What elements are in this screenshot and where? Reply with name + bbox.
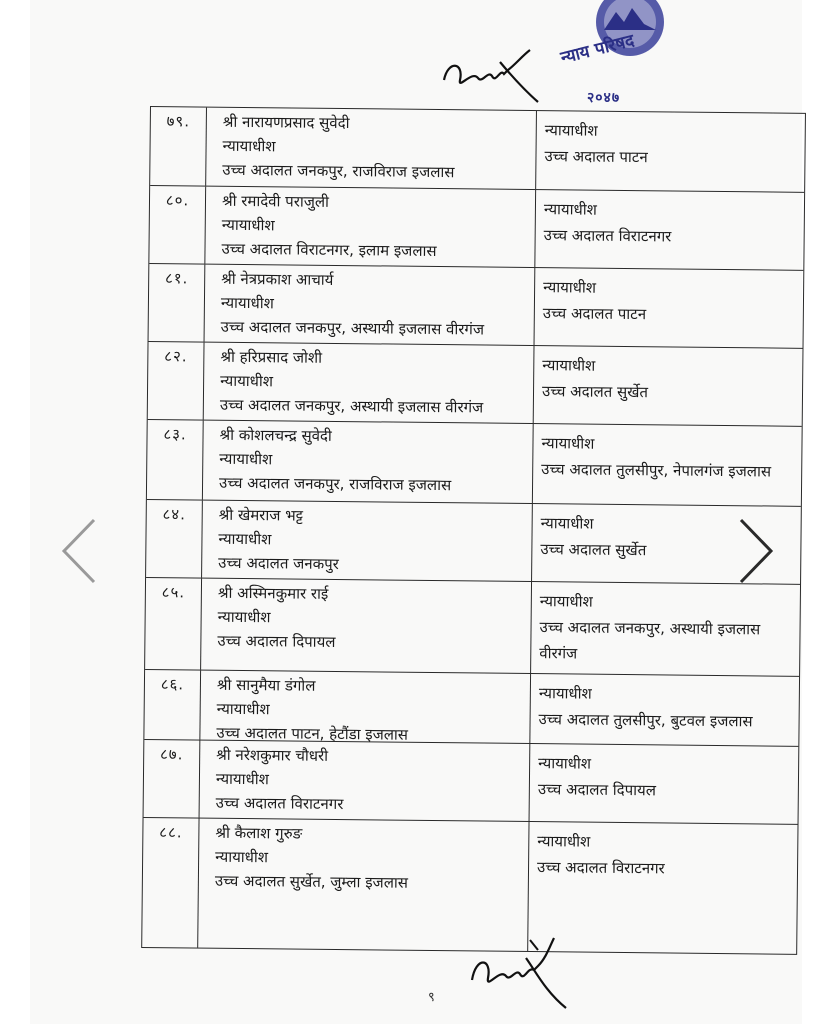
current-post: न्यायाधीश: [219, 449, 273, 469]
current-assignment-cell: [200, 671, 531, 743]
current-post: न्यायाधीश: [215, 769, 269, 789]
current-post: न्यायाधीश: [220, 293, 274, 313]
new-assignment-cell: [530, 744, 799, 824]
table-row: [149, 263, 804, 348]
current-post: न्यायाधीश: [215, 847, 269, 867]
judge-name: श्री नरेशकुमार चौधरी: [216, 745, 329, 765]
current-assignment-cell: [203, 421, 534, 503]
serial-number: ८१.: [149, 264, 206, 342]
serial-number: ८७.: [144, 740, 201, 818]
table-row: [147, 419, 802, 506]
table-row: [146, 499, 801, 584]
current-assignment-cell: [204, 343, 535, 423]
judge-name: श्री नारायणप्रसाद सुवेदी: [222, 112, 350, 133]
judge-name: श्री अस्मिनकुमार राई: [217, 583, 329, 603]
judge-name: श्री नेत्रप्रकाश आचार्य: [221, 269, 334, 289]
judge-name: श्री कोशलचन्द्र सुवेदी: [219, 425, 332, 445]
previous-page-button[interactable]: [56, 516, 102, 586]
new-post: न्यायाधीश: [543, 278, 597, 297]
document-page: [30, 0, 802, 1024]
table-row: [144, 669, 799, 746]
new-court: उच्च अदालत पाटन: [544, 147, 648, 167]
new-assignment-cell: [536, 111, 805, 192]
next-page-button[interactable]: [735, 516, 781, 586]
new-post: न्यायाधीश: [537, 832, 591, 851]
current-court: उच्च अदालत सुर्खेत, जुम्ला इजलास: [214, 871, 409, 892]
current-court: उच्च अदालत पाटन, हेटौंडा इजलास: [216, 723, 409, 744]
new-assignment-cell: [533, 424, 802, 506]
current-assignment-cell: [206, 108, 537, 189]
new-assignment-cell: [535, 190, 804, 270]
current-court: उच्च अदालत जनकपुर: [218, 553, 339, 574]
table-row: [150, 107, 805, 192]
new-assignment-cell: [535, 268, 804, 348]
seal-year: २०४७: [587, 90, 621, 106]
new-assignment-cell: [531, 582, 800, 676]
judge-name: श्री कैलाश गुरुङ: [215, 823, 303, 843]
new-post: न्यायाधीश: [538, 754, 592, 773]
serial-number: ८६.: [144, 670, 201, 740]
new-court: उच्च अदालत तुलसीपुर, बुटवल इजलास: [538, 710, 753, 731]
new-post: न्यायाधीश: [539, 592, 593, 611]
new-post: न्यायाधीश: [540, 514, 594, 533]
signature-bottom: [442, 932, 582, 1012]
judge-name: श्री रमादेवी पराजुली: [221, 191, 330, 211]
serial-number: ८८.: [142, 818, 199, 948]
current-court: उच्च अदालत विराटनगर: [215, 793, 344, 814]
new-court: उच्च अदालत विराटनगर: [536, 858, 665, 878]
new-post: न्यायाधीश: [542, 356, 596, 375]
serial-number: ८४.: [146, 500, 203, 578]
current-court: उच्च अदालत विराटनगर, इलाम इजलास: [221, 239, 437, 261]
judge-name: श्री सानुमैया डंगोल: [216, 675, 316, 695]
current-post: न्यायाधीश: [222, 136, 276, 156]
new-court: उच्च अदालत विराटनगर: [543, 226, 672, 246]
current-court: उच्च अदालत जनकपुर, अस्थायी इजलास वीरगंज: [219, 395, 484, 417]
new-post: न्यायाधीश: [538, 684, 592, 703]
current-assignment-cell: [205, 265, 536, 345]
current-court: उच्च अदालत दिपायल: [217, 631, 336, 651]
new-court: उच्च अदालत सुर्खेत: [540, 540, 647, 560]
table-row: [144, 739, 799, 824]
transfer-table: [141, 106, 806, 955]
signature-top: [438, 40, 558, 110]
new-post: न्यायाधीश: [541, 434, 595, 453]
current-court: उच्च अदालत जनकपुर, राजविराज इजलास: [222, 160, 455, 182]
serial-number: ८२.: [148, 342, 205, 420]
table-row: [149, 185, 804, 270]
current-post: न्यायाधीश: [221, 215, 275, 235]
page-number: ९: [428, 990, 435, 1005]
serial-number: ८०.: [149, 186, 206, 264]
serial-number: ८३.: [147, 420, 204, 500]
current-post: न्यायाधीश: [217, 607, 271, 627]
new-court: उच्च अदालत पाटन: [542, 304, 647, 324]
current-post: न्यायाधीश: [220, 371, 274, 391]
table-row: [148, 341, 803, 426]
seal-org-name: न्याय परिषद: [558, 30, 637, 69]
serial-number: ७९.: [150, 107, 207, 186]
current-assignment-cell: [201, 579, 532, 673]
chevron-left-icon: [56, 516, 102, 586]
new-court: उच्च अदालत तुलसीपुर, नेपालगंज इजलास: [541, 460, 772, 481]
table-row: [145, 577, 800, 676]
new-court: उच्च अदालत दिपायल: [537, 780, 657, 800]
new-assignment-cell: [530, 674, 799, 746]
new-assignment-cell: [534, 346, 803, 426]
serial-number: ८५.: [145, 578, 202, 670]
current-assignment-cell: [205, 187, 536, 267]
new-post: न्यायाधीश: [543, 200, 597, 219]
new-post: न्यायाधीश: [544, 121, 598, 140]
chevron-right-icon: [735, 516, 781, 586]
current-post: न्यायाधीश: [218, 529, 272, 549]
judge-name: श्री खेमराज भट्ट: [218, 505, 304, 525]
current-assignment-cell: [202, 501, 533, 581]
current-assignment-cell: [200, 741, 531, 821]
new-court: उच्च अदालत सुर्खेत: [541, 382, 649, 402]
current-post: न्यायाधीश: [216, 699, 270, 719]
current-court: उच्च अदालत जनकपुर, अस्थायी इजलास वीरगंज: [220, 317, 485, 339]
judge-name: श्री हरिप्रसाद जोशी: [220, 347, 323, 367]
new-court: उच्च अदालत जनकपुर, अस्थायी इजलास वीरगंज: [539, 618, 761, 663]
current-court: उच्च अदालत जनकपुर, राजविराज इजलास: [218, 473, 452, 495]
